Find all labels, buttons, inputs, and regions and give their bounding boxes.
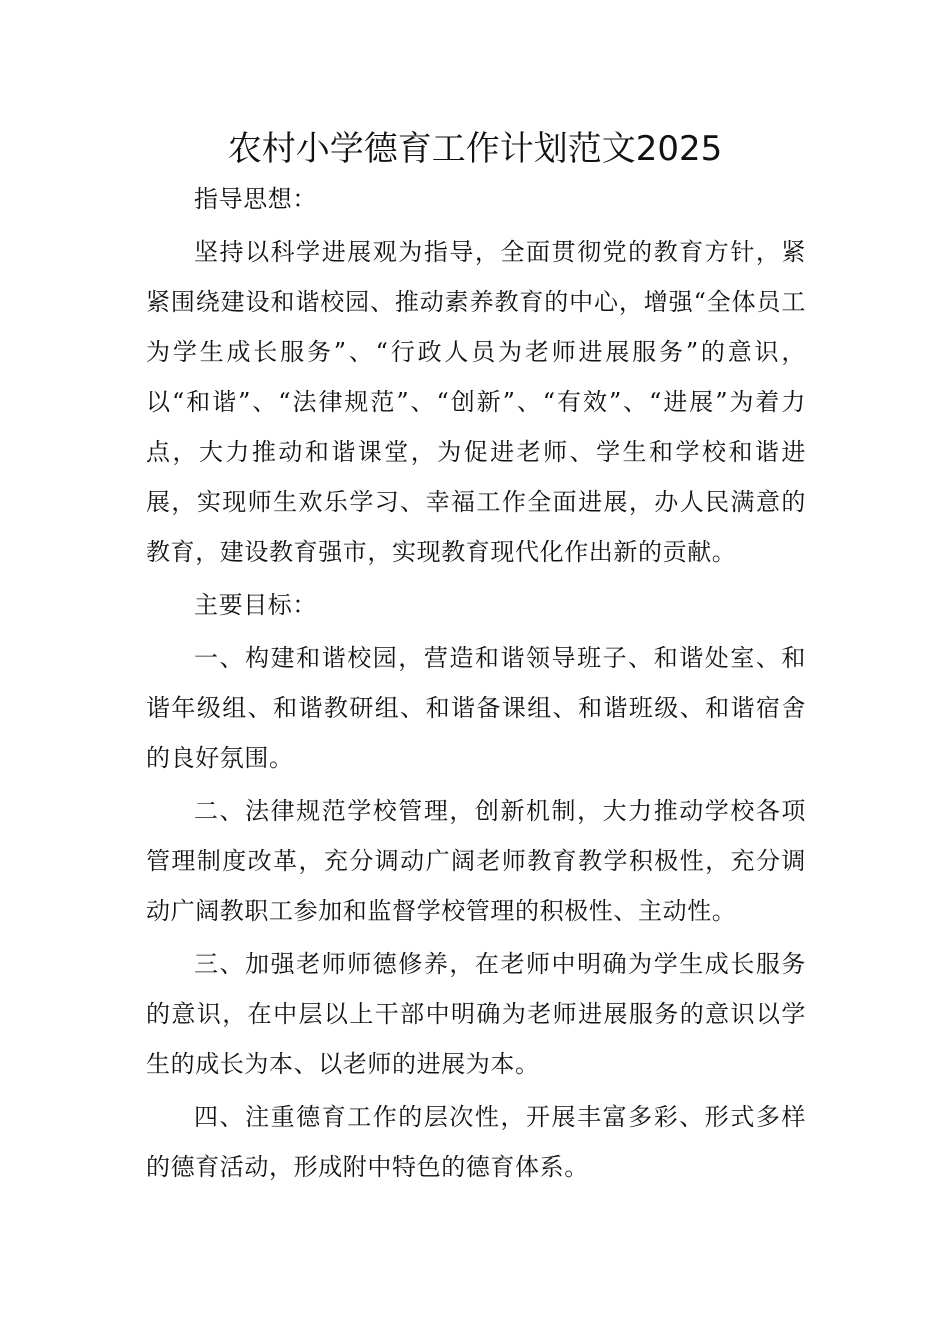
paragraph-guiding-heading: 指导思想： (194, 185, 317, 213)
paragraph-goal-3: 三、加强老师师德修养，在老师中明确为学生成长服务的意识，在中层以上干部中明确为老师进展服务的意识以学生的成长为本、以老师的进展为本。 (146, 950, 806, 1078)
paragraph-guiding-content: 坚持以科学进展观为指导，全面贯彻党的教育方针，紧紧围绕建设和谐校园、推动素养教育的中心，增强“全体员工为学生成长服务”、“行政人员为老师进展服务”的意识，以“和谐”、“法律规范”、“创新”、“有效”、“进展”为着力点，大力推动和谐课堂，为促进老师、学生和学校和谐进展，实现师生欢乐学习、幸福工作全面进展，办人民满意的教育，建设教育强市，实现教育现代化作出新的贡献。 (146, 238, 806, 566)
document-body (146, 174, 806, 1195)
paragraph-goals-heading: 主要目标： (194, 591, 317, 619)
paragraph-goal-4: 四、注重德育工作的层次性，开展丰富多彩、形式多样的德育活动，形成附中特色的德育体系。 (146, 1103, 806, 1181)
document-title: 农村小学德育工作计划范文2025 (227, 129, 723, 169)
paragraph-goal-1: 一、构建和谐校园，营造和谐领导班子、和谐处室、和谐年级组、和谐教研组、和谐备课组、和谐班级、和谐宿舍的良好氛围。 (146, 644, 806, 772)
paragraph-goal-2: 二、法律规范学校管理，创新机制，大力推动学校各项管理制度改革，充分调动广阔老师教育教学积极性，充分调动广阔教职工参加和监督学校管理的积极性、主动性。 (146, 797, 806, 925)
